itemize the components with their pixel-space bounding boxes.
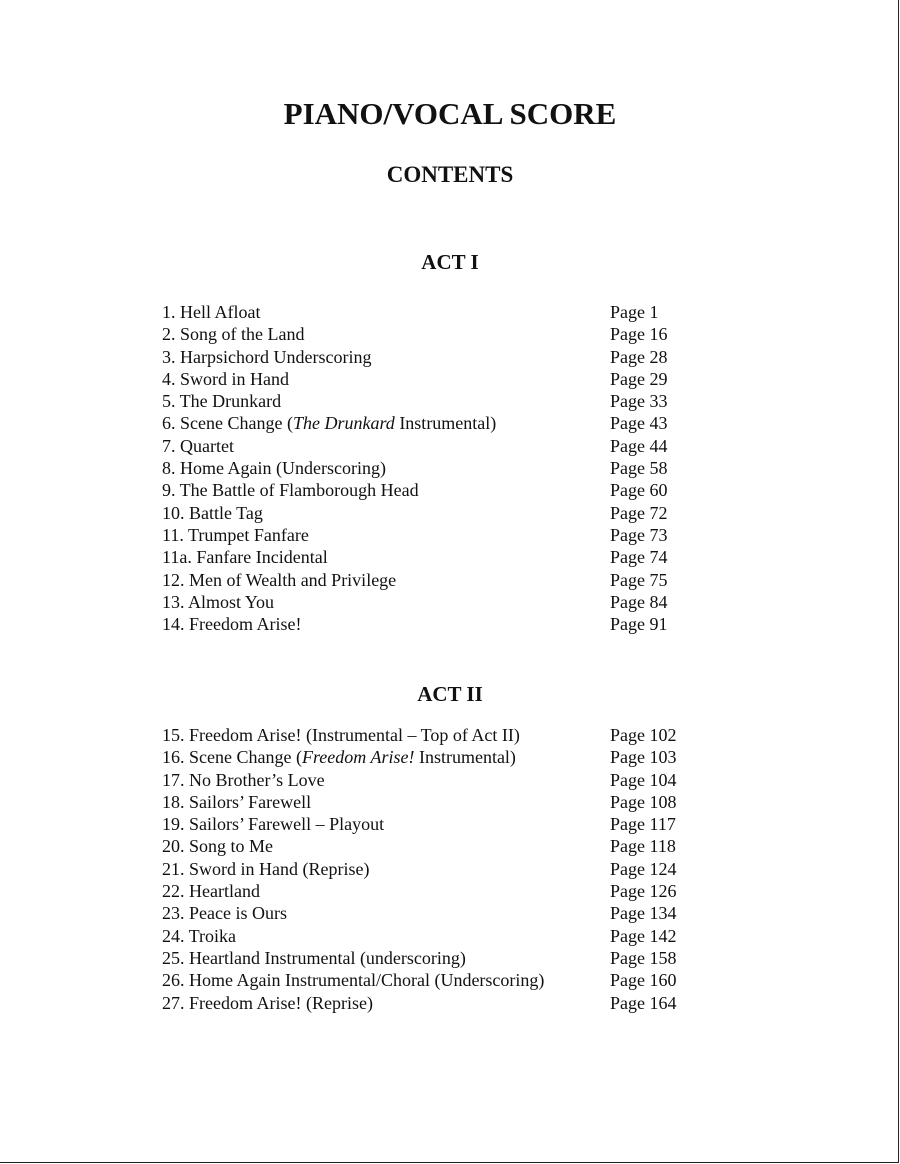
entry-page-number: Page 84 <box>610 591 668 612</box>
entry-title: 2. Song of the Land <box>162 324 305 345</box>
entry-title-prefix: 16. Scene Change ( <box>162 747 302 768</box>
entry-page-number: Page 60 <box>610 480 668 501</box>
entry-page-number: Page 102 <box>610 725 677 745</box>
contents-entry <box>162 880 722 902</box>
contents-entry <box>162 947 722 969</box>
entry-title-italic: Freedom Arise! <box>301 747 415 768</box>
entry-page-number: Page 103 <box>610 747 677 768</box>
entry-title: 4. Sword in Hand <box>162 368 289 389</box>
entry-page-number: Page 91 <box>610 614 668 635</box>
entry-title: 5. The Drunkard <box>162 391 282 412</box>
page-title: PIANO/VOCAL SCORE <box>283 96 617 131</box>
entry-title: 11. Trumpet Fanfare <box>162 524 309 545</box>
entry-title-italic: The Drunkard <box>292 413 395 434</box>
contents-entry <box>162 368 722 390</box>
contents-entry <box>162 546 722 568</box>
contents-entry <box>162 390 722 412</box>
contents-entry <box>162 902 722 924</box>
entry-title: 1. Hell Afloat <box>162 302 261 322</box>
entry-page-number: Page 75 <box>610 569 668 590</box>
entry-page-number: Page 72 <box>610 502 668 523</box>
contents-entry <box>162 323 722 345</box>
entry-page-number: Page 74 <box>610 547 668 568</box>
entry-page-number: Page 160 <box>610 970 677 991</box>
entry-page-number: Page 108 <box>610 791 677 812</box>
entry-title: 3. Harpsichord Underscoring <box>162 346 372 367</box>
contents-entry <box>162 502 722 524</box>
entry-page-number: Page 28 <box>610 346 668 367</box>
contents-entry <box>162 569 722 591</box>
contents-entry <box>162 479 722 501</box>
entry-page-number: Page 44 <box>610 435 668 456</box>
entry-title: 13. Almost You <box>162 591 275 612</box>
entry-title <box>162 412 496 434</box>
entry-page-number: Page 134 <box>610 903 677 924</box>
contents-entry <box>162 858 722 880</box>
entry-title: 9. The Battle of Flamborough Head <box>162 480 419 501</box>
entry-page-number: Page 104 <box>610 769 677 790</box>
entry-title: 15. Freedom Arise! (Instrumental – Top of Act II) <box>162 725 520 745</box>
entry-title: 7. Quartet <box>162 435 234 456</box>
contents-entry <box>162 412 722 434</box>
entry-title: 11a. Fanfare Incidental <box>162 547 328 568</box>
contents-heading: CONTENTS <box>386 162 514 187</box>
entry-title: 10. Battle Tag <box>162 502 263 523</box>
entry-title: 23. Peace is Ours <box>162 903 287 924</box>
entry-title: 14. Freedom Arise! <box>162 614 302 635</box>
entry-page-number: Page 126 <box>610 881 677 902</box>
contents-entry <box>162 992 722 1014</box>
entry-title: 18. Sailors’ Farewell <box>162 791 312 812</box>
contents-entry <box>162 301 722 323</box>
entry-page-number: Page 58 <box>610 458 668 479</box>
entry-title: 12. Men of Wealth and Privilege <box>162 569 397 590</box>
entry-page-number: Page 33 <box>610 391 668 412</box>
contents-entry <box>162 835 722 857</box>
entry-title: 21. Sword in Hand (Reprise) <box>162 858 370 879</box>
act-1-contents-list <box>162 301 722 635</box>
contents-entry <box>162 925 722 947</box>
entry-title: 17. No Brother’s Love <box>162 769 325 790</box>
entry-title: 19. Sailors’ Farewell – Playout <box>162 814 385 835</box>
entry-title: 26. Home Again Instrumental/Choral (Underscoring) <box>162 970 545 991</box>
contents-entry <box>162 435 722 457</box>
entry-title: 8. Home Again (Underscoring) <box>162 458 386 479</box>
entry-title: 20. Song to Me <box>162 836 274 857</box>
entry-page-number: Page 118 <box>610 836 676 857</box>
contents-entry <box>162 457 722 479</box>
entry-title: 27. Freedom Arise! (Reprise) <box>162 992 373 1013</box>
entry-page-number: Page 16 <box>610 324 668 345</box>
entry-title <box>162 746 516 768</box>
entry-page-number: Page 29 <box>610 368 668 389</box>
contents-entry <box>162 724 722 746</box>
entry-page-number: Page 1 <box>610 302 659 322</box>
contents-entry <box>162 346 722 368</box>
entry-title-suffix: Instrumental) <box>394 413 497 434</box>
entry-page-number: Page 164 <box>610 992 677 1013</box>
entry-title-prefix: 6. Scene Change ( <box>162 413 293 434</box>
act-2-contents-list <box>162 724 722 1014</box>
contents-entry <box>162 813 722 835</box>
entry-title: 25. Heartland Instrumental (underscoring) <box>162 947 466 968</box>
act-1-heading: ACT I <box>421 250 479 274</box>
contents-entry <box>162 591 722 613</box>
contents-entry <box>162 524 722 546</box>
contents-entry <box>162 791 722 813</box>
entry-title-suffix: Instrumental) <box>414 747 516 768</box>
entry-page-number: Page 43 <box>610 413 668 434</box>
act-2-heading: ACT II <box>417 682 483 706</box>
contents-entry <box>162 769 722 791</box>
contents-entry <box>162 969 722 991</box>
entry-title: 24. Troika <box>162 925 237 946</box>
entry-title: 22. Heartland <box>162 881 260 902</box>
contents-entry <box>162 613 722 635</box>
contents-entry <box>162 746 722 768</box>
entry-page-number: Page 117 <box>610 814 676 835</box>
entry-page-number: Page 142 <box>610 925 677 946</box>
entry-page-number: Page 158 <box>610 947 677 968</box>
entry-page-number: Page 124 <box>610 858 677 879</box>
entry-page-number: Page 73 <box>610 524 668 545</box>
